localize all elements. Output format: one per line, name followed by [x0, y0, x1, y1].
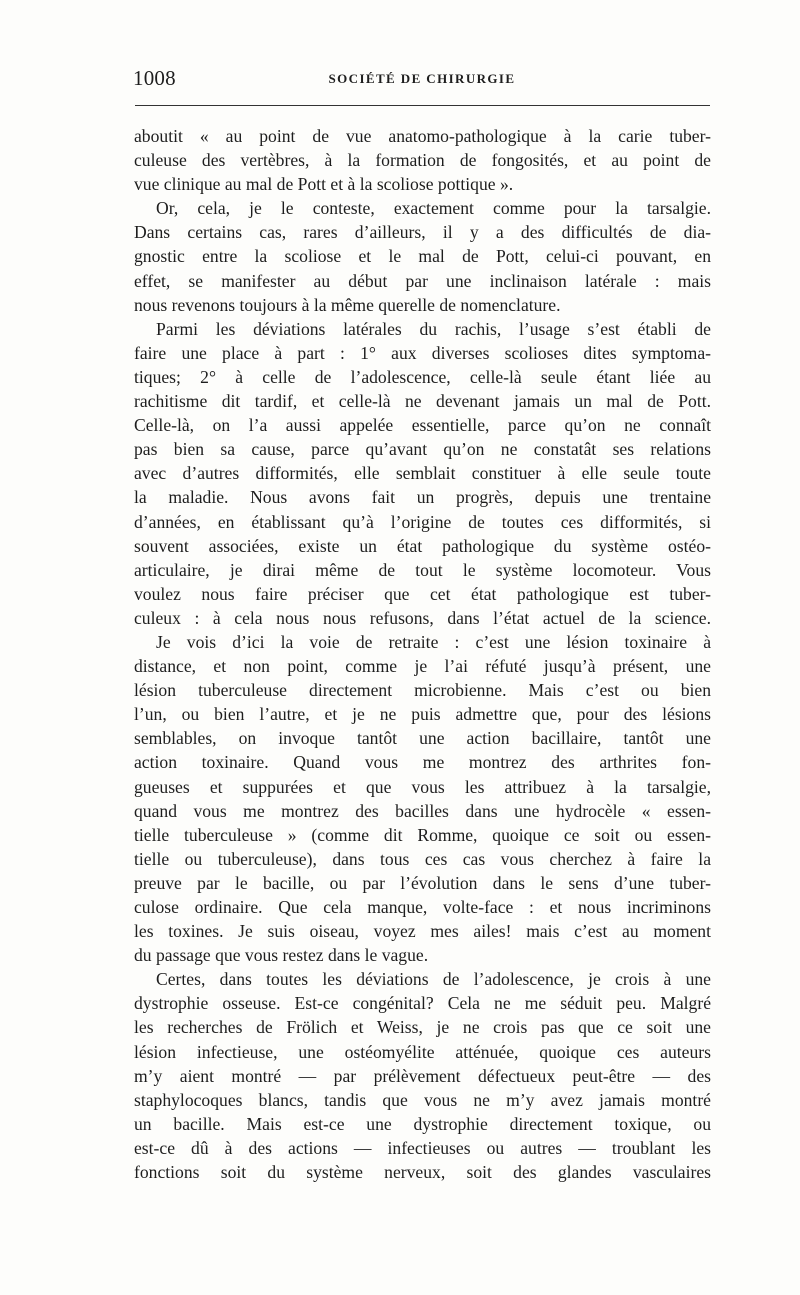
text-line: les recherches de Frölich et Weiss, je ne crois pas que ce soit une [134, 1017, 711, 1038]
text-line: rachitisme dit tardif, et celle-là ne devenant jamais un mal de Pott. [134, 391, 711, 412]
text-line: aboutit « au point de vue anatomo-pathologique à la carie tuber- [134, 126, 711, 146]
text-line: preuve par le bacille, ou par l’évolution dans le sens d’une tuber- [134, 872, 711, 893]
text-line: un bacille. Mais est-ce une dystrophie directement toxique, ou [134, 1113, 711, 1134]
text-line: culeuse des vertèbres, à la formation de fongosités, et au point de [134, 150, 711, 171]
text-line: Dans certains cas, rares d’ailleurs, il y a des difficultés de dia- [134, 222, 711, 243]
text-line: fonctions soit du système nerveux, soit des glandes vasculaires [134, 1162, 711, 1183]
text-line: la maladie. Nous avons fait un progrès, depuis une trentaine [134, 487, 711, 508]
text-line: articulaire, je dirai même de tout le système locomoteur. Vous [134, 559, 711, 580]
text-line: distance, et non point, comme je l’ai réfuté jusqu’à présent, une [134, 656, 711, 677]
header-rule [135, 105, 710, 106]
running-head: SOCIÉTÉ DE CHIRURGIE [328, 71, 516, 86]
text-line: gueuses et suppurées et que vous les attribuez à la tarsalgie, [134, 776, 711, 797]
text-line: quand vous me montrez des bacilles dans une hydrocèle « essen- [134, 800, 711, 821]
text-line: effet, se manifester au début par une inclinaison latérale : mais [134, 270, 711, 291]
text-line: pas bien sa cause, parce qu’avant qu’on ne constatât ses relations [134, 439, 711, 460]
text-line: dystrophie osseuse. Est-ce congénital? Cela ne me séduit peu. Malgré [134, 993, 711, 1014]
text-line: staphylocoques blancs, tandis que vous ne m’y avez jamais montré [134, 1089, 711, 1110]
page-number: 1008 [133, 66, 176, 90]
text-line: nous revenons toujours à la même querelle de nomenclature. [134, 294, 561, 315]
text-line: Or, cela, je le conteste, exactement comme pour la tarsalgie. [156, 198, 711, 219]
text-line: d’années, en établissant qu’à l’origine de toutes ces difformités, si [134, 511, 711, 532]
text-line: faire une place à part : 1° aux diverses scolioses dites symptoma- [134, 342, 711, 363]
text-line: Parmi les déviations latérales du rachis, l’usage s’est établi de [156, 318, 711, 339]
text-line: semblables, on invoque tantôt une action bacillaire, tantôt une [134, 728, 711, 749]
text-line: tielle ou tuberculeuse), dans tous ces cas vous cherchez à faire la [134, 848, 711, 869]
text-line: est-ce dû à des actions — infectieuses ou autres — troublant les [134, 1137, 711, 1158]
page-header [133, 66, 711, 94]
text-line: Celle-là, on l’a aussi appelée essentielle, parce qu’on ne connaît [134, 415, 711, 436]
text-line: du passage que vous restez dans le vague. [134, 945, 429, 966]
text-line: action toxinaire. Quand vous me montrez des arthrites fon- [134, 752, 711, 773]
text-line: culose ordinaire. Que cela manque, volte-face : et nous incriminons [134, 897, 711, 917]
text-line: tielle tuberculeuse » (comme dit Romme, quoique ce soit ou essen- [134, 824, 711, 845]
text-line: vue clinique au mal de Pott et à la scoliose pottique ». [134, 174, 514, 195]
text-line: lésion infectieuse, une ostéomyélite atténuée, quoique ces auteurs [134, 1041, 711, 1062]
text-line: Certes, dans toutes les déviations de l’adolescence, je crois à une [156, 969, 711, 990]
text-line: voulez nous faire préciser que cet état pathologique est tuber- [134, 583, 711, 604]
text-line: souvent associées, existe un état pathologique du système ostéo- [134, 535, 711, 556]
text-line: l’un, ou bien l’autre, et je ne puis admettre que, pour des lésions [134, 704, 711, 725]
body-text [134, 124, 711, 1184]
text-line: m’y aient montré — par prélèvement défectueux peut-être — des [134, 1065, 711, 1086]
text-line: culeux : à cela nous nous refusons, dans l’état actuel de la science. [134, 607, 711, 628]
text-line: lésion tuberculeuse directement microbienne. Mais c’est ou bien [134, 680, 711, 701]
text-line: avec d’autres difformités, elle semblait constituer à elle seule toute [134, 463, 711, 484]
text-line: gnostic entre la scoliose et le mal de Pott, celui-ci pouvant, en [134, 246, 711, 267]
text-line: tiques; 2° à celle de l’adolescence, celle-là seule étant liée au [134, 366, 711, 387]
text-line: les toxines. Je suis oiseau, voyez mes ailes! mais c’est au moment [134, 921, 711, 942]
text-line: Je vois d’ici la voie de retraite : c’est une lésion toxinaire à [156, 631, 711, 652]
